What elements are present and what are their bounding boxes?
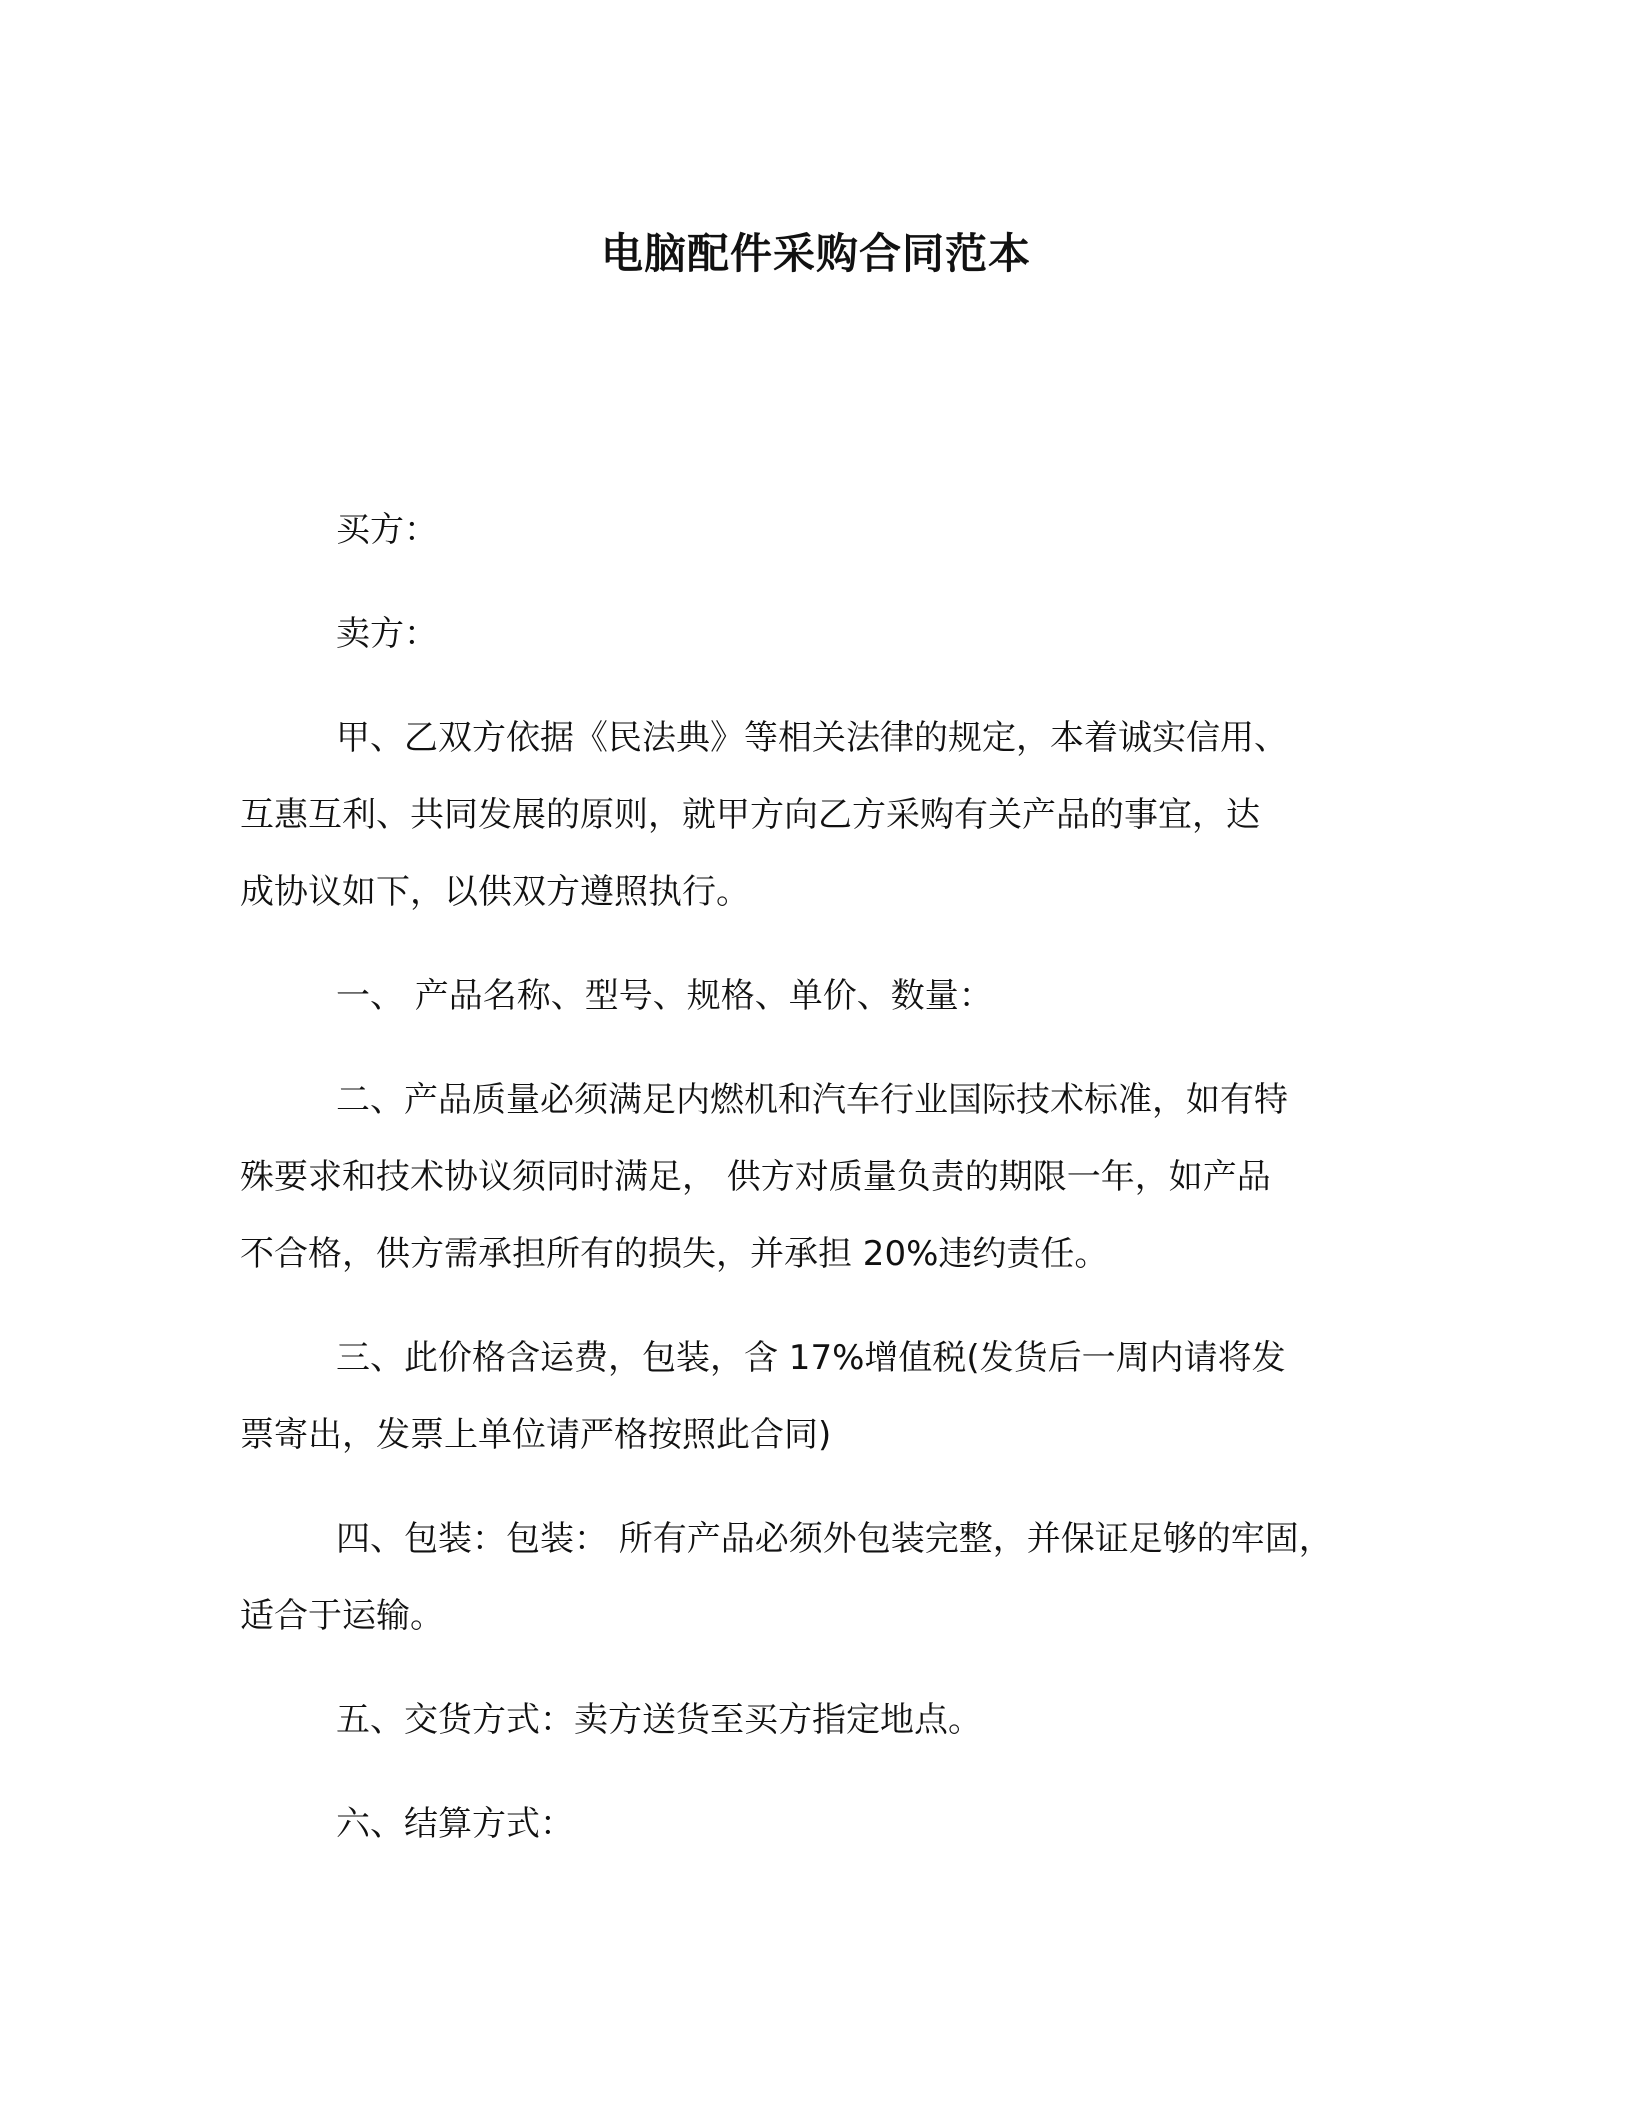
text-line: 不合格，供方需承担所有的损失，并承担 20%违约责任。	[240, 1234, 1109, 1274]
clause-5	[240, 1682, 1420, 1759]
document-body	[240, 492, 1420, 1890]
buyer-line	[240, 492, 1420, 569]
text-line: 买方：	[336, 510, 438, 550]
text-line: 一、 产品名称、型号、规格、单价、数量：	[336, 976, 993, 1016]
document-title: 电脑配件采购合同范本	[600, 229, 1031, 278]
clause-6	[240, 1786, 1420, 1863]
clause-1	[240, 958, 1420, 1035]
text-line: 二、产品质量必须满足内燃机和汽车行业国际技术标准，如有特	[336, 1080, 1288, 1120]
clause-3	[240, 1320, 1420, 1474]
seller-line	[240, 596, 1420, 673]
clause-2	[240, 1062, 1420, 1293]
text-line: 六、结算方式：	[336, 1804, 574, 1844]
text-line: 甲、乙双方依据《民法典》等相关法律的规定，本着诚实信用、	[336, 718, 1288, 758]
text-line: 适合于运输。	[240, 1596, 444, 1636]
text-line: 互惠互利、共同发展的原则，就甲方向乙方采购有关产品的事宜，达	[240, 795, 1260, 835]
text-line: 四、包装：包装： 所有产品必须外包装完整，并保证足够的牢固，	[336, 1519, 1333, 1559]
preamble-paragraph	[240, 700, 1420, 931]
text-line: 三、此价格含运费，包装，含 17%增值税(发货后一周内请将发	[336, 1338, 1286, 1378]
text-line: 殊要求和技术协议须同时满足， 供方对质量负责的期限一年，如产品	[240, 1157, 1271, 1197]
text-line: 成协议如下，以供双方遵照执行。	[240, 872, 750, 912]
clause-4	[240, 1501, 1420, 1655]
text-line: 卖方：	[336, 614, 438, 654]
text-line: 五、交货方式：卖方送货至买方指定地点。	[336, 1700, 982, 1740]
text-line: 票寄出，发票上单位请严格按照此合同)	[240, 1415, 832, 1455]
